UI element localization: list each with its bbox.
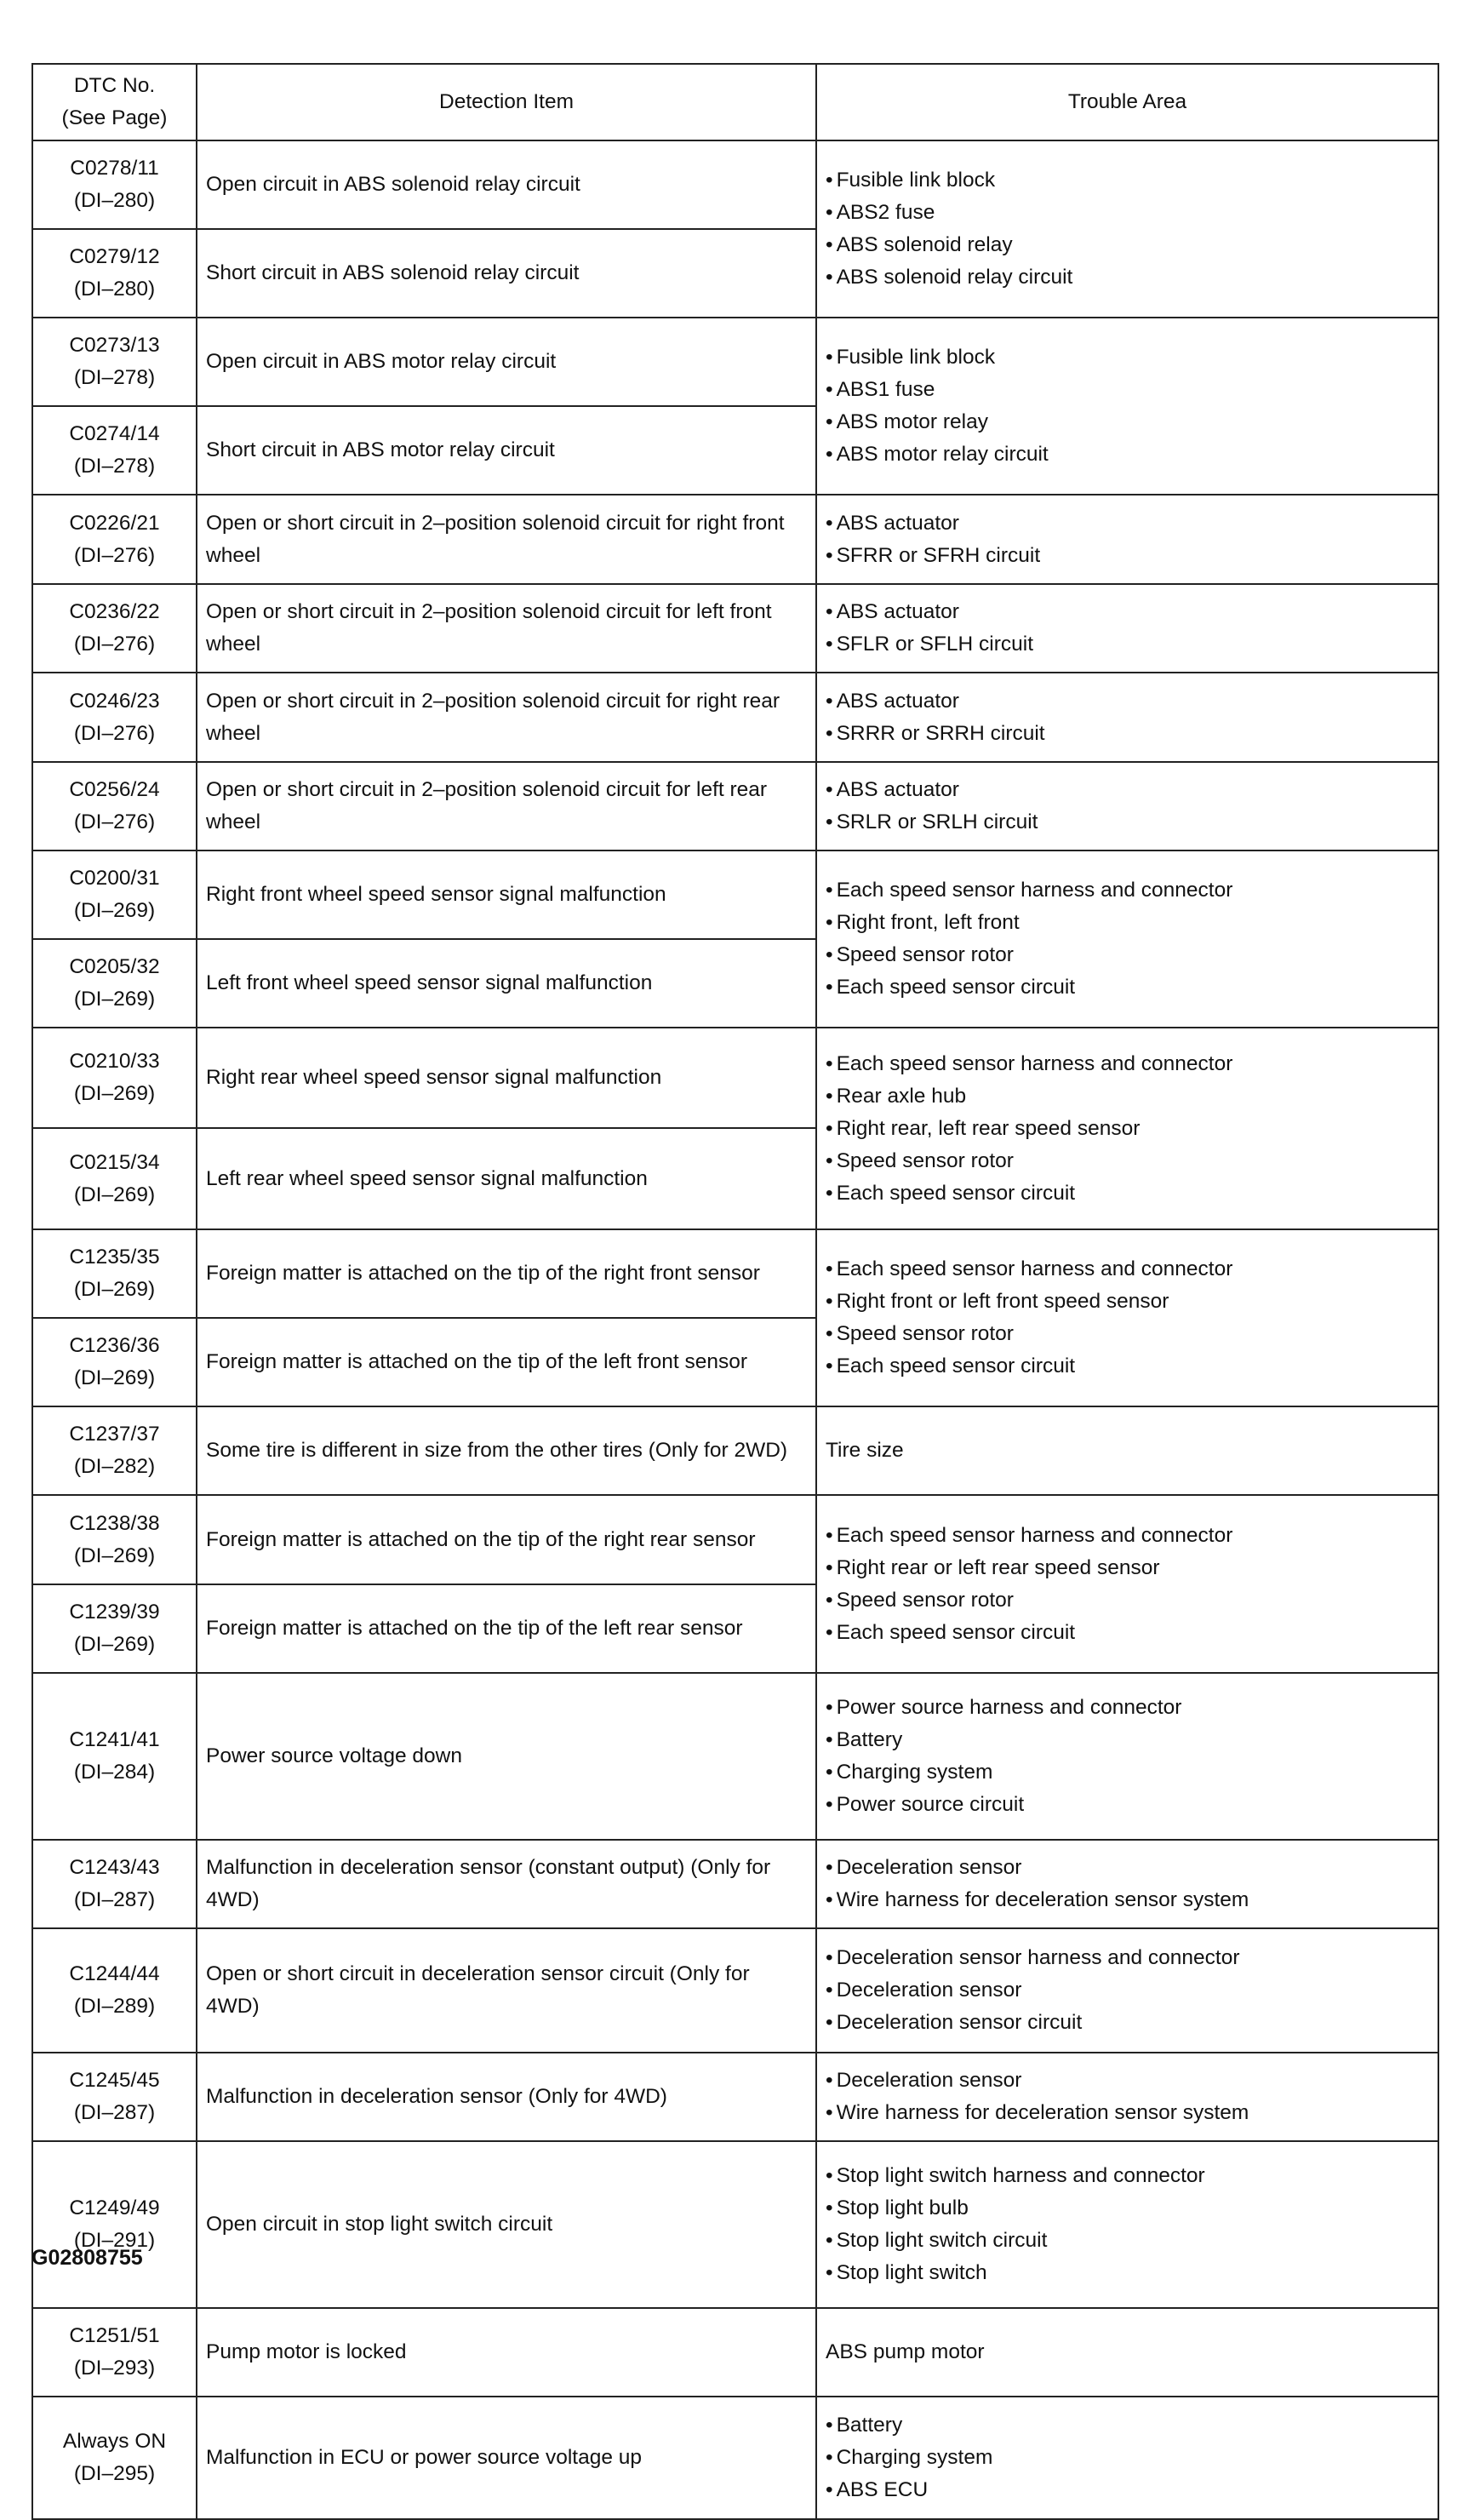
table-row (32, 2053, 1438, 2141)
trouble-area-item: • Stop light switch harness and connector (826, 2160, 1429, 2192)
dtc-code: C1237/37 (69, 1423, 160, 1446)
table-row (32, 318, 1438, 406)
dtc-code: C0278/11 (70, 157, 159, 180)
trouble-area (816, 140, 1438, 318)
trouble-area-list (826, 2409, 1429, 2506)
detection-item: Malfunction in deceleration sensor (constant output) (Only for 4WD) (197, 1840, 816, 1928)
detection-item: Open or short circuit in 2–position solenoid circuit for right front wheel (197, 495, 816, 584)
trouble-area-item: • Each speed sensor circuit (826, 1350, 1429, 1383)
trouble-area-item: • Each speed sensor circuit (826, 1177, 1429, 1210)
detection-item: Open or short circuit in 2–position solenoid circuit for left front wheel (197, 584, 816, 673)
trouble-area (816, 318, 1438, 495)
dtc-code-cell (32, 2141, 197, 2308)
dtc-page-ref: (DI–278) (73, 366, 156, 389)
header-dtc-line2: (See Page) (61, 106, 168, 129)
detection-item: Open circuit in ABS solenoid relay circuit (197, 140, 816, 229)
dtc-page-ref: (DI–269) (73, 899, 156, 922)
trouble-area-item: • Wire harness for deceleration sensor system (826, 2097, 1429, 2129)
header-detection-item: Detection Item (197, 64, 816, 140)
dtc-page-ref: (DI–269) (73, 1183, 156, 1206)
dtc-code: C1244/44 (69, 1962, 160, 1985)
dtc-code-cell (32, 495, 197, 584)
detection-item: Open circuit in ABS motor relay circuit (197, 318, 816, 406)
dtc-page-ref: (DI–282) (73, 1455, 156, 1478)
detection-item: Pump motor is locked (197, 2308, 816, 2397)
dtc-code-cell (32, 2308, 197, 2397)
dtc-code: C1251/51 (69, 2324, 160, 2347)
dtc-code-cell (32, 1318, 197, 1406)
trouble-area-list (826, 1942, 1429, 2039)
dtc-page-ref: (DI–293) (73, 2357, 156, 2380)
header-row (32, 64, 1438, 140)
dtc-code: C1239/39 (69, 1601, 160, 1624)
dtc-code: C1235/35 (69, 1246, 160, 1269)
dtc-code-cell (32, 1840, 197, 1928)
dtc-code: C0205/32 (69, 955, 160, 978)
trouble-area-item: • Right rear, left rear speed sensor (826, 1113, 1429, 1145)
dtc-code-cell (32, 1495, 197, 1584)
table-row (32, 1028, 1438, 1128)
detection-item: Open or short circuit in 2–position solenoid circuit for right rear wheel (197, 673, 816, 762)
trouble-area (816, 1673, 1438, 1840)
trouble-area (816, 673, 1438, 762)
dtc-page-ref: (DI–287) (73, 1888, 156, 1911)
trouble-area-item: • Right front, left front (826, 907, 1429, 939)
table-row (32, 2397, 1438, 2519)
dtc-page-ref: (DI–287) (73, 2101, 156, 2124)
trouble-area (816, 495, 1438, 584)
trouble-area (816, 850, 1438, 1028)
trouble-area-item: • SRLR or SRLH circuit (826, 806, 1429, 839)
dtc-page-ref: (DI–269) (73, 1082, 156, 1105)
dtc-code-cell (32, 1928, 197, 2053)
dtc-table (31, 63, 1439, 2520)
detection-item: Open circuit in stop light switch circuit (197, 2141, 816, 2308)
detection-item: Right front wheel speed sensor signal malfunction (197, 850, 816, 939)
trouble-area (816, 762, 1438, 850)
dtc-code-cell (32, 673, 197, 762)
trouble-area: ABS pump motor (816, 2308, 1438, 2397)
table-row (32, 1406, 1438, 1495)
trouble-area-list (826, 507, 1429, 572)
trouble-area-item: • ABS actuator (826, 596, 1429, 628)
dtc-code: C0210/33 (69, 1050, 160, 1073)
trouble-area-item: • Speed sensor rotor (826, 1584, 1429, 1617)
dtc-code: C1236/36 (69, 1334, 160, 1357)
trouble-area-list (826, 2160, 1429, 2289)
trouble-area-item: • SFRR or SFRH circuit (826, 540, 1429, 572)
dtc-code-cell (32, 318, 197, 406)
dtc-code-cell (32, 1229, 197, 1318)
dtc-page-ref: (DI–269) (73, 988, 156, 1011)
trouble-area-list (826, 1253, 1429, 1383)
table-row (32, 762, 1438, 850)
trouble-area-list (826, 685, 1429, 750)
trouble-area-item: • Charging system (826, 1756, 1429, 1789)
table-row (32, 1229, 1438, 1318)
dtc-code: C1245/45 (69, 2069, 160, 2092)
trouble-area (816, 2053, 1438, 2141)
trouble-area-item: • Deceleration sensor (826, 1852, 1429, 1884)
trouble-area-item: • Right front or left front speed sensor (826, 1286, 1429, 1318)
dtc-code: Always ON (62, 2430, 167, 2453)
trouble-area (816, 1840, 1438, 1928)
trouble-area-item: • ABS1 fuse (826, 374, 1429, 406)
dtc-code-cell (32, 1584, 197, 1673)
dtc-code: C0236/22 (69, 600, 160, 623)
dtc-code-cell (32, 229, 197, 318)
dtc-code: C0200/31 (69, 867, 160, 890)
table-row (32, 673, 1438, 762)
trouble-area (816, 1028, 1438, 1229)
trouble-area-item: • Each speed sensor harness and connector (826, 874, 1429, 907)
figure-id: G02808755 (31, 2246, 143, 2270)
dtc-page-ref: (DI–269) (73, 1366, 156, 1389)
detection-item: Right rear wheel speed sensor signal malfunction (197, 1028, 816, 1128)
detection-item: Left front wheel speed sensor signal malfunction (197, 939, 816, 1028)
trouble-area-item: • Wire harness for deceleration sensor system (826, 1884, 1429, 1916)
trouble-area-item: • Stop light bulb (826, 2192, 1429, 2225)
trouble-area-item: • ABS solenoid relay (826, 229, 1429, 261)
table-row (32, 1495, 1438, 1584)
table-row (32, 1673, 1438, 1840)
trouble-area (816, 2141, 1438, 2308)
detection-item: Foreign matter is attached on the tip of the left front sensor (197, 1318, 816, 1406)
detection-item: Power source voltage down (197, 1673, 816, 1840)
dtc-code-cell (32, 762, 197, 850)
trouble-area (816, 2397, 1438, 2519)
dtc-code: C1241/41 (69, 1728, 160, 1751)
dtc-page-ref: (DI–289) (73, 1995, 156, 2018)
dtc-page-ref: (DI–278) (73, 455, 156, 478)
dtc-code-cell (32, 1028, 197, 1128)
trouble-area-item: • Speed sensor rotor (826, 939, 1429, 971)
trouble-area-item: • Right rear or left rear speed sensor (826, 1552, 1429, 1584)
trouble-area-item: • ABS motor relay circuit (826, 438, 1429, 471)
dtc-code: C0246/23 (69, 689, 160, 713)
detection-item: Short circuit in ABS solenoid relay circuit (197, 229, 816, 318)
trouble-area-item: • Deceleration sensor circuit (826, 2007, 1429, 2039)
trouble-area-item: • Power source circuit (826, 1789, 1429, 1821)
trouble-area-item: • ABS actuator (826, 774, 1429, 806)
dtc-page-ref: (DI–280) (73, 278, 156, 301)
trouble-area-item: • Deceleration sensor harness and connector (826, 1942, 1429, 1974)
dtc-code-cell (32, 406, 197, 495)
detection-item: Open or short circuit in deceleration sensor circuit (Only for 4WD) (197, 1928, 816, 2053)
dtc-page-ref: (DI–280) (73, 189, 156, 212)
table-row (32, 140, 1438, 229)
trouble-area (816, 1495, 1438, 1673)
trouble-area-item: • Stop light switch circuit (826, 2225, 1429, 2257)
dtc-code-cell (32, 850, 197, 939)
detection-item: Some tire is different in size from the other tires (Only for 2WD) (197, 1406, 816, 1495)
header-dtc (32, 64, 197, 140)
detection-item: Left rear wheel speed sensor signal malfunction (197, 1128, 816, 1229)
trouble-area-item: • ABS actuator (826, 685, 1429, 718)
trouble-area-item: • Each speed sensor harness and connector (826, 1048, 1429, 1080)
trouble-area-item: • Each speed sensor circuit (826, 971, 1429, 1004)
dtc-code-cell (32, 939, 197, 1028)
trouble-area-list (826, 2065, 1429, 2129)
dtc-code: C0273/13 (69, 334, 160, 357)
dtc-page-ref: (DI–276) (73, 721, 156, 745)
dtc-code-cell (32, 2397, 197, 2519)
trouble-area (816, 1928, 1438, 2053)
dtc-code: C0274/14 (69, 422, 160, 445)
trouble-area-list (826, 874, 1429, 1004)
trouble-area-item: • ABS ECU (826, 2474, 1429, 2506)
detection-item: Open or short circuit in 2–position solenoid circuit for left rear wheel (197, 762, 816, 850)
trouble-area-item: • SRRR or SRRH circuit (826, 718, 1429, 750)
trouble-area-list (826, 1048, 1429, 1210)
table-row (32, 495, 1438, 584)
trouble-area-list (826, 774, 1429, 839)
trouble-area-item: • ABS solenoid relay circuit (826, 261, 1429, 294)
trouble-area-item: • Fusible link block (826, 341, 1429, 374)
trouble-area-item: • Battery (826, 1724, 1429, 1756)
trouble-area-item: • Power source harness and connector (826, 1692, 1429, 1724)
dtc-code: C0279/12 (69, 245, 160, 268)
detection-item: Malfunction in deceleration sensor (Only for 4WD) (197, 2053, 816, 2141)
trouble-area-item: • ABS actuator (826, 507, 1429, 540)
table-row (32, 2141, 1438, 2308)
dtc-code: C0215/34 (69, 1150, 160, 1174)
dtc-code: C1238/38 (69, 1511, 160, 1535)
detection-item: Foreign matter is attached on the tip of the right rear sensor (197, 1495, 816, 1584)
dtc-code-cell (32, 1406, 197, 1495)
detection-item: Short circuit in ABS motor relay circuit (197, 406, 816, 495)
header-trouble-area: Trouble Area (816, 64, 1438, 140)
table-row (32, 2308, 1438, 2397)
table-row (32, 850, 1438, 939)
trouble-area-item: • SFLR or SFLH circuit (826, 628, 1429, 661)
dtc-code: C1243/43 (69, 1856, 160, 1879)
trouble-area-list (826, 1852, 1429, 1916)
trouble-area-list (826, 1520, 1429, 1649)
trouble-area-item: • Deceleration sensor (826, 2065, 1429, 2097)
dtc-page-ref: (DI–269) (73, 1544, 156, 1567)
trouble-area-item: • Stop light switch (826, 2257, 1429, 2289)
detection-item: Foreign matter is attached on the tip of the right front sensor (197, 1229, 816, 1318)
trouble-area-list (826, 1692, 1429, 1821)
dtc-code-cell (32, 1673, 197, 1840)
dtc-page-ref: (DI–276) (73, 633, 156, 656)
trouble-area-item: • Speed sensor rotor (826, 1145, 1429, 1177)
dtc-page-ref: (DI–284) (73, 1761, 156, 1784)
dtc-code-cell (32, 140, 197, 229)
trouble-area-item: • ABS2 fuse (826, 197, 1429, 229)
dtc-code-cell (32, 1128, 197, 1229)
trouble-area-item: • Each speed sensor harness and connector (826, 1253, 1429, 1286)
dtc-code: C0256/24 (69, 778, 160, 801)
trouble-area-list (826, 596, 1429, 661)
trouble-area-item: • Rear axle hub (826, 1080, 1429, 1113)
dtc-page-ref: (DI–295) (73, 2462, 156, 2485)
detection-item: Malfunction in ECU or power source voltage up (197, 2397, 816, 2519)
trouble-area-list (826, 341, 1429, 471)
dtc-page-ref: (DI–269) (73, 1633, 156, 1656)
dtc-page-ref: (DI–291) (73, 2229, 156, 2252)
trouble-area-item: • Fusible link block (826, 164, 1429, 197)
trouble-area-list (826, 164, 1429, 294)
trouble-area-item: • Each speed sensor harness and connector (826, 1520, 1429, 1552)
dtc-page-ref: (DI–276) (73, 810, 156, 833)
header-dtc-line1: DTC No. (73, 74, 156, 97)
table-row (32, 1840, 1438, 1928)
trouble-area-item: • Charging system (826, 2442, 1429, 2474)
table-row (32, 1928, 1438, 2053)
trouble-area-item: • Deceleration sensor (826, 1974, 1429, 2007)
dtc-page-ref: (DI–269) (73, 1278, 156, 1301)
dtc-code: C0226/21 (69, 511, 160, 535)
dtc-code-cell (32, 584, 197, 673)
trouble-area-item: • Speed sensor rotor (826, 1318, 1429, 1350)
table-row (32, 584, 1438, 673)
trouble-area: Tire size (816, 1406, 1438, 1495)
trouble-area (816, 1229, 1438, 1406)
trouble-area (816, 584, 1438, 673)
dtc-code: C1249/49 (69, 2196, 160, 2219)
dtc-page-ref: (DI–276) (73, 543, 156, 567)
trouble-area-item: • Each speed sensor circuit (826, 1617, 1429, 1649)
detection-item: Foreign matter is attached on the tip of the left rear sensor (197, 1584, 816, 1673)
dtc-code-cell (32, 2053, 197, 2141)
trouble-area-item: • Battery (826, 2409, 1429, 2442)
trouble-area-item: • ABS motor relay (826, 406, 1429, 438)
